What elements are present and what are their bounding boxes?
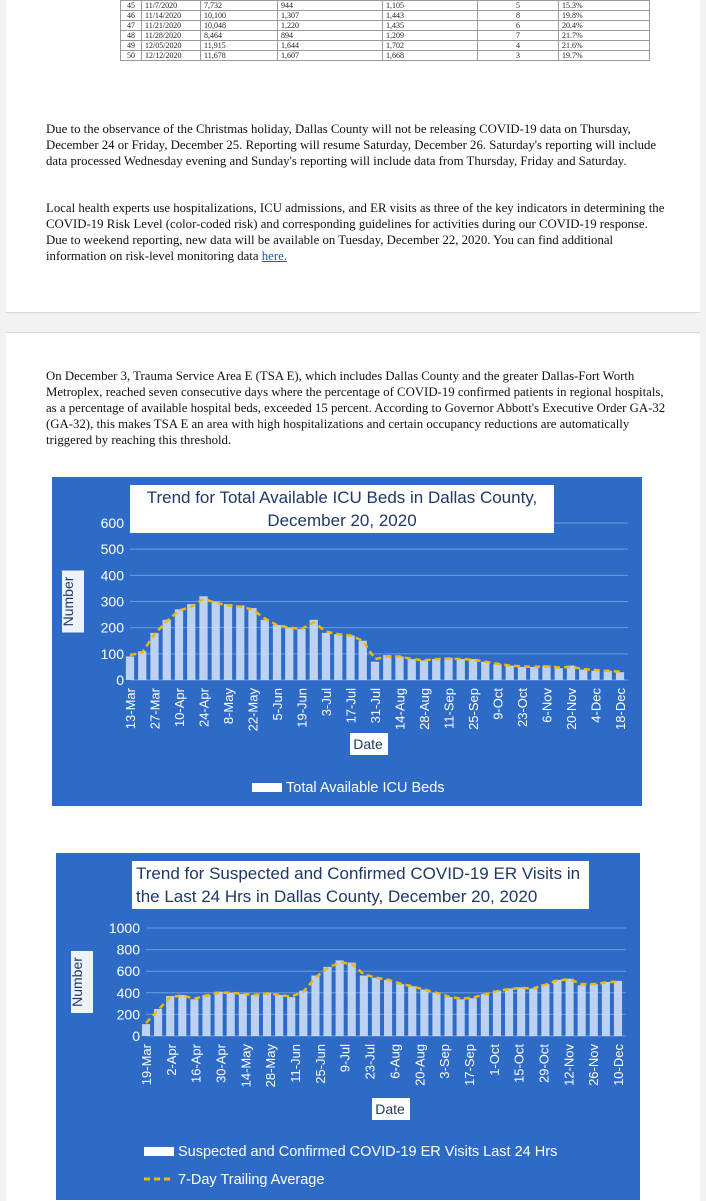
x-tick-label: 10-Dec: [611, 1044, 626, 1086]
y-tick-label: 600: [116, 963, 140, 980]
indicators-paragraph: [46, 200, 666, 264]
x-tick-label: 22-May: [245, 688, 261, 732]
data-bar: [336, 960, 344, 1036]
legend-swatch-bar: [252, 783, 282, 792]
data-bar: [469, 998, 477, 1036]
x-tick-label: 19-Mar: [139, 1044, 154, 1086]
table-cell: 11,915: [201, 41, 278, 51]
data-bar: [285, 628, 293, 680]
data-bar: [541, 984, 549, 1036]
x-tick-label: 10-Apr: [172, 688, 187, 728]
table-cell: 19.8%: [559, 11, 650, 21]
data-bar: [384, 980, 392, 1036]
christmas-notice-paragraph: Due to the observance of the Christmas holiday, Dallas County will not be releasing COVID-19 data on Thursday, December 24 or Friday, December 25. Reporting will resume Saturday, December 26. Saturday's reporting will include data processed Wednesday evening and Sunday's reporting will include data from Thursday, Friday and Saturday.: [46, 122, 657, 168]
y-tick-label: 800: [116, 941, 140, 958]
table-cell: 1,607: [278, 51, 383, 61]
legend-label: 7-Day Trailing Average: [178, 1172, 325, 1188]
x-axis-label: Date: [375, 1101, 405, 1117]
data-bar: [590, 984, 598, 1036]
data-bar: [420, 990, 428, 1036]
table-cell: 11/21/2020: [142, 21, 201, 31]
table-cell: 11/7/2020: [142, 1, 201, 11]
table-cell: 1,209: [383, 31, 478, 41]
x-tick-label: 9-Oct: [490, 688, 506, 720]
table-cell: 45: [121, 1, 142, 11]
data-bar: [348, 963, 356, 1036]
table-cell: 21.7%: [559, 31, 650, 41]
table-row: [121, 41, 650, 51]
data-bar: [396, 984, 404, 1036]
table-cell: 1,435: [383, 21, 478, 31]
x-tick-label: 17-Sep: [461, 1044, 477, 1086]
table-cell: 1,702: [383, 41, 478, 51]
x-tick-label: 6-Nov: [539, 688, 555, 723]
data-bar: [579, 670, 587, 680]
data-bar: [138, 651, 146, 680]
x-tick-label: 2-Apr: [163, 1044, 179, 1076]
data-bar: [602, 982, 610, 1036]
data-bar: [395, 656, 403, 680]
data-bar: [323, 967, 331, 1036]
data-bar: [215, 992, 223, 1036]
x-tick-label: 25-Jun: [312, 1044, 328, 1084]
table-cell: 46: [121, 11, 142, 21]
data-bar: [360, 976, 368, 1036]
table-cell: 1,668: [383, 51, 478, 61]
data-bar: [493, 664, 501, 680]
data-bar: [371, 662, 379, 680]
table-cell: 1,220: [278, 21, 383, 31]
x-tick-label: 11-Jun: [288, 1044, 304, 1083]
table-cell: 49: [121, 41, 142, 51]
x-tick-label: 23-Oct: [515, 688, 530, 728]
data-bar: [383, 655, 391, 680]
data-bar: [457, 999, 465, 1036]
x-tick-label: 20-Aug: [412, 1044, 428, 1086]
x-tick-label: 9-Jul: [337, 1044, 353, 1073]
table-cell: 1,105: [383, 1, 478, 11]
table-row: [121, 11, 650, 21]
x-tick-label: 18-Dec: [613, 688, 628, 730]
icu-beds-chart: [52, 477, 642, 806]
y-tick-label: 500: [100, 541, 124, 558]
table-cell: 12/05/2020: [142, 41, 201, 51]
data-bar: [408, 659, 416, 680]
y-tick-label: 100: [100, 645, 124, 662]
er-chart-title: Trend for Suspected and Confirmed COVID-19 ER Visits in the Last 24 Hrs in Dallas County, December 20, 2020: [132, 861, 589, 909]
data-bar: [175, 609, 183, 680]
data-bar: [187, 604, 195, 680]
y-tick-label: 0: [116, 672, 124, 688]
x-axis-label: Date: [353, 736, 383, 752]
table-cell: 5: [478, 1, 559, 11]
data-bar: [444, 658, 452, 680]
data-bar: [212, 602, 220, 681]
data-bar: [142, 1024, 150, 1036]
data-bar: [251, 995, 259, 1036]
table-cell: 3: [478, 51, 559, 61]
data-bar: [530, 667, 538, 680]
table-cell: 10,048: [201, 21, 278, 31]
table-cell: 19.7%: [559, 51, 650, 61]
x-tick-label: 6-Aug: [387, 1044, 403, 1079]
data-bar: [457, 659, 465, 680]
x-tick-label: 14-May: [238, 1044, 254, 1088]
x-tick-label: 31-Jul: [368, 688, 383, 724]
legend-label: Total Available ICU Beds: [286, 780, 445, 796]
data-bar: [346, 636, 354, 680]
data-bar: [150, 633, 158, 680]
table-cell: 15.3%: [559, 1, 650, 11]
data-bar: [505, 988, 513, 1036]
data-bar: [529, 988, 537, 1036]
document-page-1: [6, 0, 700, 313]
x-tick-label: 14-Aug: [392, 688, 408, 730]
data-bar: [445, 997, 453, 1036]
table-cell: 1,644: [278, 41, 383, 51]
y-axis-label: Number: [69, 957, 85, 1007]
table-cell: 944: [278, 1, 383, 11]
tsa-paragraph: On December 3, Trauma Service Area E (TSA E), which includes Dallas County and the greater Dallas-Fort Worth Metroplex, reached seven consecutive days where the percentage of COVID-19 confirmed patients in regional hospitals, as a percentage of available hospital beds, exceeded 15 percent. According to Governor Abbott's Executive Order GA-32 (GA-32), this makes TSA E an area with high hospitalizations and certain occupancy reductions are automatically triggered by reaching this threshold.: [46, 369, 666, 447]
table-row: [121, 31, 650, 41]
table-cell: 11,678: [201, 51, 278, 61]
data-bar: [518, 667, 526, 680]
data-bar: [469, 659, 477, 680]
x-tick-label: 5-Jun: [270, 688, 285, 721]
data-bar: [481, 662, 489, 680]
data-bar: [299, 991, 307, 1036]
table-cell: 894: [278, 31, 383, 41]
data-bar: [224, 604, 232, 680]
table-cell: 11/28/2020: [142, 31, 201, 41]
y-tick-label: 200: [116, 1006, 140, 1023]
data-bar: [566, 979, 574, 1036]
er-visits-chart: [56, 853, 640, 1200]
data-bar: [555, 668, 563, 680]
data-bar: [166, 996, 174, 1036]
table-cell: 8,464: [201, 31, 278, 41]
x-tick-label: 3-Jul: [319, 688, 334, 717]
y-tick-label: 0: [132, 1028, 140, 1044]
table-cell: 8: [478, 11, 559, 21]
x-tick-label: 3-Sep: [437, 1044, 453, 1079]
data-bar: [578, 985, 586, 1036]
x-tick-label: 30-Apr: [213, 1044, 229, 1084]
data-bar: [408, 986, 416, 1036]
data-bar: [261, 620, 269, 680]
data-bar: [273, 625, 281, 680]
data-bar: [236, 605, 244, 680]
data-bar: [604, 671, 612, 680]
data-bar: [239, 994, 247, 1036]
data-bar: [614, 981, 622, 1036]
x-tick-label: 1-Oct: [486, 1044, 502, 1076]
data-bar: [334, 634, 342, 680]
x-tick-label: 23-Jul: [362, 1044, 378, 1080]
x-tick-label: 29-Oct: [536, 1044, 552, 1084]
table-cell: 6: [478, 21, 559, 31]
data-bar: [506, 666, 514, 680]
data-bar: [311, 976, 319, 1036]
data-bar: [248, 608, 256, 680]
data-bar: [616, 672, 624, 680]
table-row: [121, 1, 650, 11]
here-link[interactable]: here.: [261, 249, 287, 263]
weekly-data-table: [120, 0, 650, 61]
table-cell: 50: [121, 51, 142, 61]
data-bar: [199, 596, 207, 680]
icu-chart-title: Trend for Total Available ICU Beds in Dallas County, December 20, 2020: [130, 485, 554, 533]
table-cell: 12/12/2020: [142, 51, 201, 61]
table-cell: 21.6%: [559, 41, 650, 51]
data-bar: [297, 629, 305, 680]
table-cell: 11/14/2020: [142, 11, 201, 21]
data-bar: [481, 994, 489, 1036]
data-bar: [126, 656, 134, 680]
y-tick-label: 300: [100, 593, 124, 610]
data-bar: [322, 633, 330, 680]
table-cell: 47: [121, 21, 142, 31]
x-tick-label: 28-Aug: [417, 688, 432, 730]
x-tick-label: 8-May: [221, 688, 236, 725]
data-bar: [517, 987, 525, 1036]
y-tick-label: 400: [100, 567, 124, 584]
x-tick-label: 16-Apr: [188, 1044, 204, 1084]
x-tick-label: 19-Jun: [294, 688, 310, 728]
y-tick-label: 200: [100, 619, 124, 636]
x-tick-label: 20-Nov: [564, 688, 579, 730]
x-tick-label: 4-Dec: [588, 688, 604, 723]
x-tick-label: 12-Nov: [561, 1044, 577, 1086]
data-bar: [163, 620, 171, 680]
data-bar: [420, 660, 428, 680]
data-bar: [310, 620, 318, 680]
data-bar: [493, 991, 501, 1036]
data-bar: [263, 993, 271, 1036]
x-tick-label: 26-Nov: [586, 1044, 602, 1086]
data-bar: [287, 997, 295, 1036]
table-row: [121, 51, 650, 61]
data-bar: [202, 995, 210, 1036]
table-cell: 7,732: [201, 1, 278, 11]
x-tick-label: 13-Mar: [123, 688, 138, 730]
data-bar: [432, 993, 440, 1036]
legend-label: Suspected and Confirmed COVID-19 ER Visits Last 24 Hrs: [178, 1144, 558, 1160]
x-tick-label: 25-Sep: [466, 688, 481, 730]
data-bar: [275, 995, 283, 1036]
indicators-text: Local health experts use hospitalizations, ICU admissions, and ER visits as three of the key indicators in determining the COVID-19 Risk Level (color-coded risk) and corresponding guidelines for activities during our COVID-19 response. Due to weekend reporting, new data will be available on Tuesday, December 22, 2020. You can find additional information on risk-level monitoring data: [46, 201, 665, 263]
table-cell: 10,100: [201, 11, 278, 21]
data-bar: [432, 659, 440, 680]
table-cell: 7: [478, 31, 559, 41]
table-cell: 1,307: [278, 11, 383, 21]
data-bar: [372, 978, 380, 1036]
x-tick-label: 17-Jul: [343, 688, 359, 724]
x-tick-label: 28-May: [263, 1044, 279, 1088]
table-row: [121, 21, 650, 31]
data-bar: [190, 999, 198, 1036]
y-tick-label: 600: [100, 515, 124, 531]
y-tick-label: 1000: [108, 920, 140, 936]
data-bar: [591, 671, 599, 680]
y-axis-label: Number: [60, 576, 76, 627]
x-tick-label: 27-Mar: [147, 688, 163, 730]
data-bar: [553, 980, 561, 1036]
table-cell: 1,443: [383, 11, 478, 21]
x-tick-label: 15-Oct: [511, 1044, 527, 1084]
x-tick-label: 24-Apr: [196, 688, 212, 728]
y-tick-label: 400: [116, 984, 140, 1001]
legend-swatch-bar: [144, 1147, 174, 1156]
table-cell: 48: [121, 31, 142, 41]
data-bar: [227, 993, 235, 1036]
x-tick-label: 11-Sep: [441, 688, 457, 729]
table-cell: 20.4%: [559, 21, 650, 31]
data-bar: [178, 995, 186, 1036]
table-cell: 4: [478, 41, 559, 51]
